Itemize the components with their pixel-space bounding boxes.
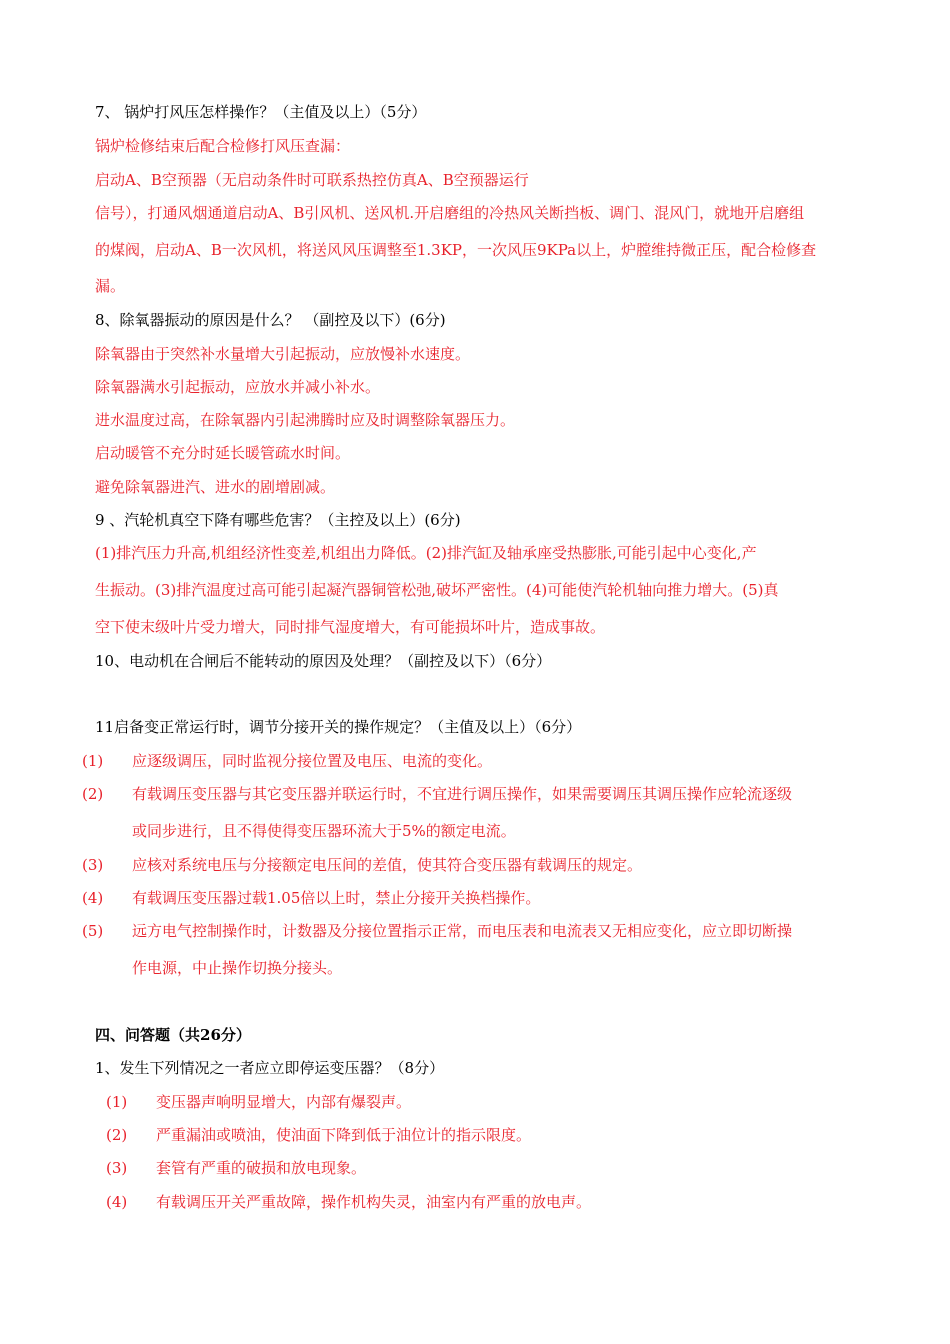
q8-answer-line: 避免除氧器进汽、进水的剧增剧减。 <box>95 478 336 496</box>
q11-item-number: (2) <box>82 785 104 803</box>
q7-answer-line: 漏。 <box>95 277 126 295</box>
q11-item-text: 作电源，中止操作切换分接头。 <box>132 959 343 977</box>
s4-q1-item-number: (4) <box>106 1193 128 1211</box>
q7-answer-line: 信号），打通风烟通道启动A、B引风机、送风机.开启磨组的冷热风关断挡板、调门、混风门，就地开启磨组 <box>95 204 805 222</box>
s4-q1-item-text: 严重漏油或喷油，使油面下降到低于油位计的指示限度。 <box>156 1126 532 1144</box>
q7-answer-line: 启动A、B空预器（无启动条件时可联系热控仿真A、B空预器运行 <box>95 171 529 189</box>
s4-q1-item-number: (2) <box>106 1126 128 1144</box>
q8-answer-line: 除氧器满水引起振动，应放水并减小补水。 <box>95 378 381 396</box>
q11-item-text: 应逐级调压，同时监视分接位置及电压、电流的变化。 <box>132 752 493 770</box>
q11-title: 11启备变正常运行时，调节分接开关的操作规定？（主值及以上）（6分） <box>95 718 582 736</box>
q11-item-text: 有载调压变压器与其它变压器并联运行时，不宜进行调压操作，如果需要调压其调压操作应轮流逐级 <box>132 785 793 803</box>
s4-q1-item-number: (1) <box>106 1093 128 1111</box>
s4-q1-item-number: (3) <box>106 1159 128 1177</box>
q7-answer-line: 的煤阀，启动A、B一次风机，将送风风压调整至1.3KP，一次风压9KPa以上，炉膛维持微正压，配合检修查 <box>95 241 817 259</box>
section-heading: 四、问答题（共26分） <box>95 1026 251 1044</box>
q11-item-text: 或同步进行，且不得使得变压器环流大于5%的额定电流。 <box>132 822 516 840</box>
q7-title: 7、 锅炉打风压怎样操作？（主值及以上）（5分） <box>95 103 427 121</box>
s4-q1-item-text: 有载调压开关严重故障，操作机构失灵，油室内有严重的放电声。 <box>156 1193 592 1211</box>
q11-item-number: (3) <box>82 856 104 874</box>
q11-item-text: 应核对系统电压与分接额定电压间的差值，使其符合变压器有载调压的规定。 <box>132 856 643 874</box>
s4-q1-item-text: 变压器声响明显增大，内部有爆裂声。 <box>156 1093 412 1111</box>
s4-q1-item-text: 套管有严重的破损和放电现象。 <box>156 1159 367 1177</box>
q11-item-number: (4) <box>82 889 104 907</box>
q9-answer-line: 生振动。(3)排汽温度过高可能引起凝汽器铜管松弛,破坏严密性。(4)可能使汽轮机轴向推力增大。(5)真 <box>95 581 779 599</box>
q10-title: 10、电动机在合闸后不能转动的原因及处理？（副控及以下）（6分） <box>95 652 552 670</box>
q11-item-text: 有载调压变压器过载1.05倍以上时，禁止分接开关换档操作。 <box>132 889 541 907</box>
q8-title: 8、除氧器振动的原因是什么？ （副控及以下）(6分) <box>95 311 446 329</box>
q7-answer-line: 锅炉检修结束后配合检修打风压查漏： <box>95 137 351 155</box>
q11-item-number: (1) <box>82 752 104 770</box>
q9-title: 9 、汽轮机真空下降有哪些危害？（主控及以上）(6分) <box>95 511 461 529</box>
q8-answer-line: 启动暖管不充分时延长暖管疏水时间。 <box>95 444 351 462</box>
s4-q1-title: 1、发生下列情况之一者应立即停运变压器？（8分） <box>95 1059 445 1077</box>
q9-answer-line: 空下使末级叶片受力增大，同时排气湿度增大，有可能损坏叶片，造成事故。 <box>95 618 606 636</box>
q9-answer-line: (1)排汽压力升高,机组经济性变差,机组出力降低。(2)排汽缸及轴承座受热膨胀,可能引起中心变化,产 <box>95 544 757 562</box>
q11-item-number: (5) <box>82 922 104 940</box>
q8-answer-line: 进水温度过高，在除氧器内引起沸腾时应及时调整除氧器压力。 <box>95 411 516 429</box>
q8-answer-line: 除氧器由于突然补水量增大引起振动，应放慢补水速度。 <box>95 345 471 363</box>
q11-item-text: 远方电气控制操作时，计数器及分接位置指示正常，而电压表和电流表又无相应变化，应立即切断操 <box>132 922 793 940</box>
